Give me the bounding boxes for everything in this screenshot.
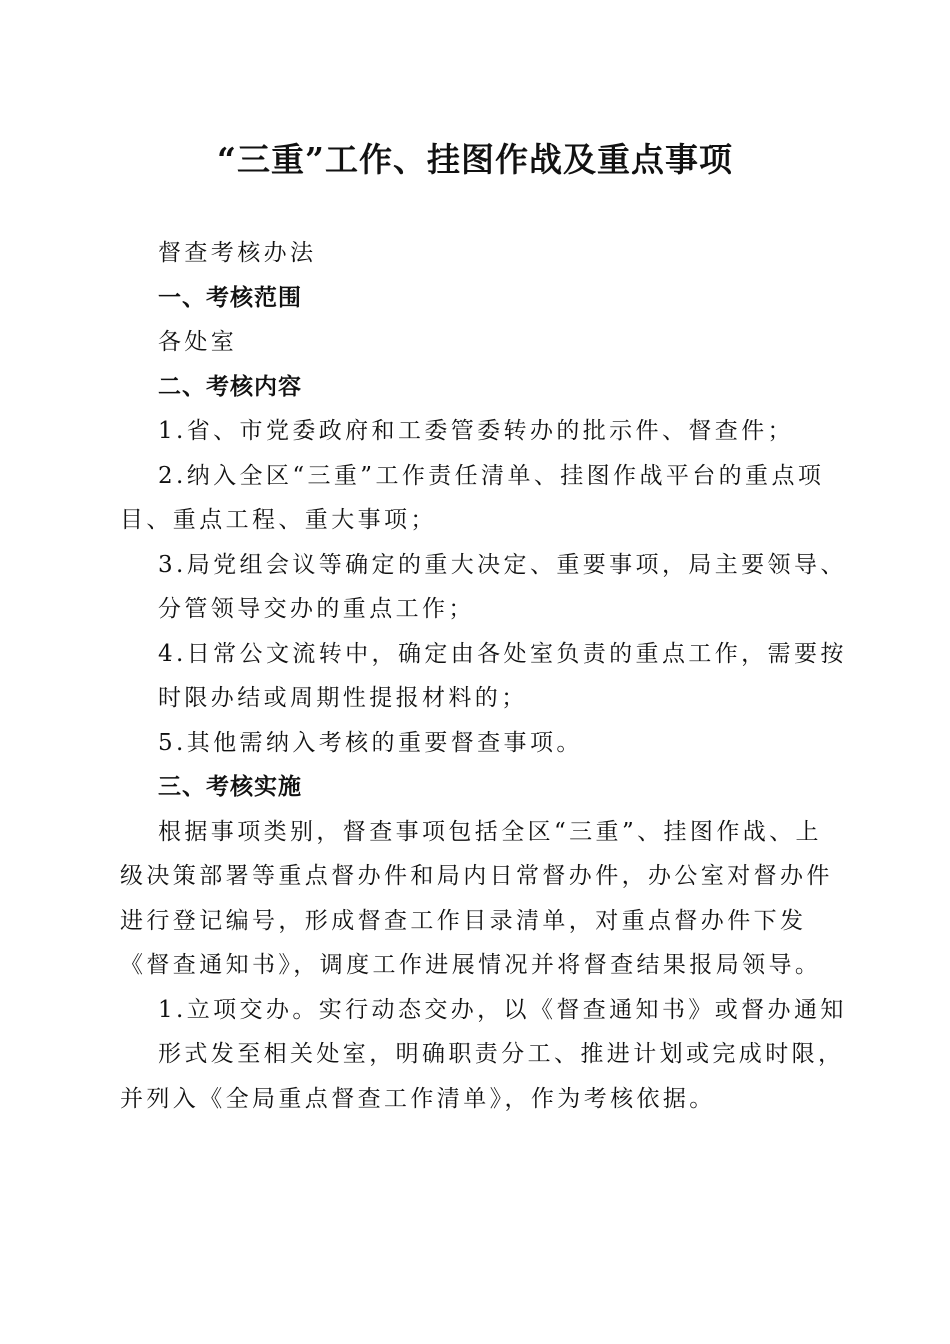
assignment-paragraph-line: 形式发至相关处室，明确职责分工、推进计划或完成时限， bbox=[158, 1041, 845, 1067]
assignment-paragraph-line: 并列入《全局重点督查工作清单》，作为考核依据。 bbox=[120, 1086, 716, 1112]
content-item-3-cont: 分管领导交办的重点工作； bbox=[158, 596, 475, 622]
implementation-paragraph-line: 根据事项类别，督查事项包括全区“三重”、挂图作战、上 bbox=[158, 819, 822, 845]
assignment-paragraph-line: 1.立项交办。实行动态交办，以《督查通知书》或督办通知 bbox=[158, 997, 847, 1023]
content-item-5: 5.其他需纳入考核的重要督查事项。 bbox=[158, 730, 583, 756]
content-item-3: 3.局党组会议等确定的重大决定、重要事项，局主要领导、 bbox=[158, 552, 847, 578]
implementation-paragraph-line: 级决策部署等重点督办件和局内日常督办件，办公室对督办件 bbox=[120, 863, 833, 889]
document-subtitle: 督查考核办法 bbox=[158, 240, 317, 266]
document-title: “三重”工作、挂图作战及重点事项 bbox=[217, 140, 733, 179]
content-item-4: 4.日常公文流转中，确定由各处室负责的重点工作，需要按 bbox=[158, 641, 847, 667]
section-heading-scope: 一、考核范围 bbox=[158, 285, 302, 311]
section-heading-implementation: 三、考核实施 bbox=[158, 774, 302, 800]
section-heading-content: 二、考核内容 bbox=[158, 374, 302, 400]
implementation-paragraph-line: 进行登记编号，形成督查工作目录清单，对重点督办件下发 bbox=[120, 908, 807, 934]
content-item-4-cont: 时限办结或周期性提报材料的； bbox=[158, 685, 528, 711]
content-item-1: 1.省、市党委政府和工委管委转办的批示件、督查件； bbox=[158, 418, 794, 444]
content-item-2: 2.纳入全区“三重”工作责任清单、挂图作战平台的重点项 bbox=[158, 463, 825, 489]
content-item-2-cont: 目、重点工程、重大事项； bbox=[120, 507, 437, 533]
scope-body: 各处室 bbox=[158, 329, 238, 355]
implementation-paragraph-line: 《督查通知书》，调度工作进展情况并将督查结果报局领导。 bbox=[120, 952, 822, 978]
